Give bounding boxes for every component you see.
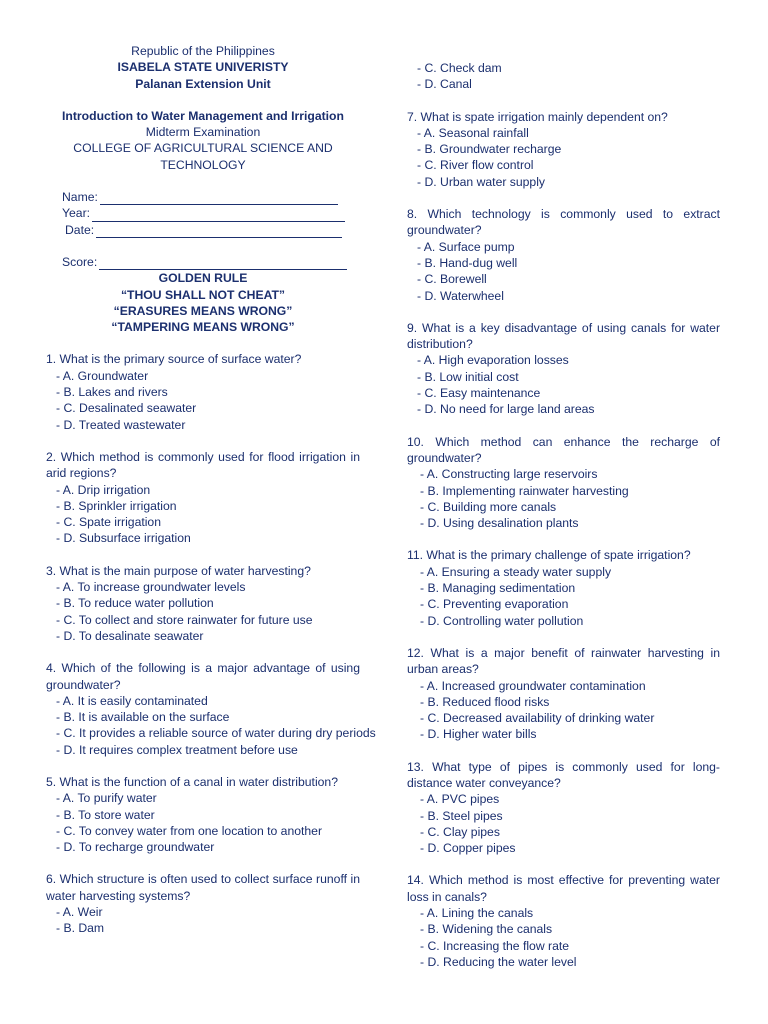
score-field[interactable] bbox=[46, 254, 360, 270]
answer-option[interactable]: - C. To convey water from one location to another bbox=[56, 823, 323, 838]
answer-option[interactable]: - A. To increase groundwater levels bbox=[56, 580, 246, 595]
year-field[interactable] bbox=[46, 205, 360, 221]
answer-option[interactable]: - B. Hand-dug well bbox=[417, 255, 518, 270]
answer-option[interactable]: - C. Decreased availability of drinking water bbox=[420, 711, 655, 726]
answer-option[interactable]: - C. Building more canals bbox=[420, 499, 557, 514]
answer-option[interactable]: - B. To store water bbox=[56, 807, 155, 822]
question-text: 1. What is the primary source of surface water? bbox=[46, 352, 302, 367]
answer-option[interactable]: - A. High evaporation losses bbox=[417, 353, 569, 368]
answer-option[interactable]: - A. Weir bbox=[56, 905, 103, 920]
question-13 bbox=[407, 759, 720, 857]
answer-option[interactable]: - A. Seasonal rainfall bbox=[417, 125, 529, 140]
answer-option[interactable]: - B. Lakes and rivers bbox=[56, 385, 168, 400]
golden-rule-title: GOLDEN RULE bbox=[158, 271, 248, 286]
answer-option[interactable]: - D. It requires complex treatment before use bbox=[56, 742, 298, 757]
question-12 bbox=[407, 645, 720, 743]
answer-option[interactable]: - D. Subsurface irrigation bbox=[56, 531, 191, 546]
exam-title: Midterm Examination bbox=[145, 125, 261, 140]
answer-option[interactable]: - B. Steel pipes bbox=[420, 808, 503, 823]
answer-option[interactable]: - A. Lining the canals bbox=[420, 906, 534, 921]
question-11 bbox=[407, 547, 720, 628]
answer-option[interactable]: - C. Borewell bbox=[417, 272, 487, 287]
question-text: 10. Which method can enhance the recharge of groundwater? bbox=[407, 434, 720, 465]
answer-option[interactable]: - B. Reduced flood risks bbox=[420, 694, 550, 709]
question-text: 5. What is the function of a canal in water distribution? bbox=[46, 774, 338, 789]
answer-option[interactable]: - C. River flow control bbox=[417, 158, 534, 173]
question-7 bbox=[407, 109, 720, 190]
question-10 bbox=[407, 434, 720, 532]
date-label: Date: bbox=[65, 222, 95, 237]
answer-option[interactable]: - D. Copper pipes bbox=[420, 841, 516, 856]
answer-option[interactable]: - C. It provides a reliable source of water during dry periods bbox=[56, 726, 376, 741]
college-line-1: COLLEGE OF AGRICULTURAL SCIENCE AND bbox=[73, 141, 333, 156]
name-field[interactable] bbox=[46, 189, 360, 205]
rule-erasures: “ERASURES MEANS WRONG” bbox=[113, 303, 293, 318]
answer-option[interactable]: - A. Drip irrigation bbox=[56, 482, 151, 497]
question-text: 4. Which of the following is a major advantage of using groundwater? bbox=[46, 661, 360, 692]
answer-option[interactable]: - A. Groundwater bbox=[56, 368, 149, 383]
rule-tampering: “TAMPERING MEANS WRONG” bbox=[111, 320, 295, 335]
answer-option[interactable]: - B. Implementing rainwater harvesting bbox=[420, 483, 629, 498]
answer-option[interactable]: - A. It is easily contaminated bbox=[56, 693, 208, 708]
score-label: Score: bbox=[62, 254, 98, 269]
answer-option[interactable]: - B. Widening the canals bbox=[420, 922, 553, 937]
course-title: Introduction to Water Management and Irrigation bbox=[62, 108, 344, 123]
question-5 bbox=[46, 774, 360, 855]
answer-option[interactable]: - D. To desalinate seawater bbox=[56, 628, 204, 643]
question-text: 2. Which method is commonly used for flood irrigation in arid regions? bbox=[46, 449, 360, 481]
score-line[interactable] bbox=[99, 257, 347, 270]
answer-option[interactable]: - D. Reducing the water level bbox=[420, 954, 577, 969]
question-text: 7. What is spate irrigation mainly dependent on? bbox=[407, 109, 668, 124]
question-1 bbox=[46, 351, 360, 432]
year-line[interactable] bbox=[92, 209, 345, 222]
name-label: Name: bbox=[62, 190, 98, 205]
question-14 bbox=[407, 872, 720, 970]
answer-option[interactable]: - B. It is available on the surface bbox=[56, 710, 230, 725]
date-field[interactable] bbox=[46, 222, 360, 238]
question-3 bbox=[46, 563, 360, 644]
question-8 bbox=[407, 206, 720, 304]
answer-option[interactable]: - C. Desalinated seawater bbox=[56, 401, 197, 416]
extension-unit: Palanan Extension Unit bbox=[135, 76, 271, 91]
question-text: 9. What is a key disadvantage of using canals for water distribution? bbox=[407, 320, 720, 352]
question-list-left bbox=[46, 351, 376, 936]
question-text: 8. Which technology is commonly used to extract groundwater? bbox=[407, 207, 720, 238]
year-label: Year: bbox=[62, 206, 91, 221]
question-text: 3. What is the main purpose of water harvesting? bbox=[46, 563, 311, 578]
answer-option[interactable]: - C. Clay pipes bbox=[420, 824, 500, 839]
answer-option[interactable]: - B. Groundwater recharge bbox=[417, 142, 562, 157]
question-4 bbox=[46, 660, 376, 758]
right-column bbox=[407, 60, 720, 986]
question-list-right bbox=[407, 109, 720, 971]
answer-option[interactable]: - D. Higher water bills bbox=[420, 727, 537, 742]
question-2 bbox=[46, 449, 360, 547]
answer-option[interactable]: - D. Urban water supply bbox=[417, 174, 546, 189]
answer-option[interactable]: - B. To reduce water pollution bbox=[56, 596, 214, 611]
question-6 bbox=[46, 871, 360, 936]
question-text: 12. What is a major benefit of rainwater harvesting in urban areas? bbox=[407, 645, 720, 677]
answer-option[interactable]: - C. Check dam bbox=[417, 61, 502, 75]
answer-option[interactable]: - C. Spate irrigation bbox=[56, 515, 161, 530]
left-column bbox=[46, 43, 376, 937]
answer-option[interactable]: - A. PVC pipes bbox=[420, 792, 500, 807]
name-line[interactable] bbox=[100, 192, 338, 205]
answer-option[interactable]: - D. Waterwheel bbox=[417, 288, 504, 303]
date-line[interactable] bbox=[96, 225, 342, 238]
answer-option[interactable]: - D. To recharge groundwater bbox=[56, 840, 215, 855]
answer-option[interactable]: - C. Easy maintenance bbox=[417, 386, 541, 401]
answer-option[interactable]: - D. Using desalination plants bbox=[420, 516, 579, 531]
answer-option[interactable]: - C. Increasing the flow rate bbox=[420, 938, 570, 953]
answer-option[interactable]: - C. To collect and store rainwater for future use bbox=[56, 612, 313, 627]
answer-option[interactable]: - A. Surface pump bbox=[417, 239, 515, 254]
answer-option[interactable]: - D. Controlling water pollution bbox=[420, 613, 584, 628]
answer-option[interactable]: - B. Low initial cost bbox=[417, 369, 519, 384]
answer-option[interactable]: - B. Sprinkler irrigation bbox=[56, 498, 177, 513]
answer-option[interactable]: - C. Preventing evaporation bbox=[420, 597, 569, 612]
answer-option[interactable]: - A. Increased groundwater contamination bbox=[420, 678, 646, 693]
answer-option[interactable]: - B. Dam bbox=[56, 921, 105, 936]
answer-option[interactable]: - B. Managing sedimentation bbox=[420, 581, 576, 596]
question-text: 11. What is the primary challenge of spate irrigation? bbox=[407, 548, 691, 563]
question-6-continued bbox=[407, 60, 720, 93]
question-text: 14. Which method is most effective for preventing water loss in canals? bbox=[407, 873, 720, 904]
answer-option[interactable]: - D. Treated wastewater bbox=[56, 417, 186, 432]
answer-option[interactable]: - A. To purify water bbox=[56, 791, 157, 806]
question-text: 6. Which structure is often used to collect surface runoff in water harvesting systems? bbox=[46, 872, 360, 903]
question-text: 13. What type of pipes is commonly used for long-distance water conveyance? bbox=[407, 759, 720, 790]
republic-line: Republic of the Philippines bbox=[131, 44, 275, 58]
answer-option[interactable]: - A. Constructing large reservoirs bbox=[420, 467, 598, 482]
answer-option[interactable]: - D. Canal bbox=[417, 77, 472, 92]
answer-option[interactable]: - D. No need for large land areas bbox=[417, 402, 595, 417]
question-6 bbox=[407, 60, 720, 93]
college-line-2: TECHNOLOGY bbox=[160, 157, 246, 172]
answer-option[interactable]: - A. Ensuring a steady water supply bbox=[420, 564, 612, 579]
university-name: ISABELA STATE UNIVERISTY bbox=[117, 60, 289, 75]
rule-no-cheat: “THOU SHALL NOT CHEAT” bbox=[120, 287, 286, 302]
question-9 bbox=[407, 320, 720, 418]
